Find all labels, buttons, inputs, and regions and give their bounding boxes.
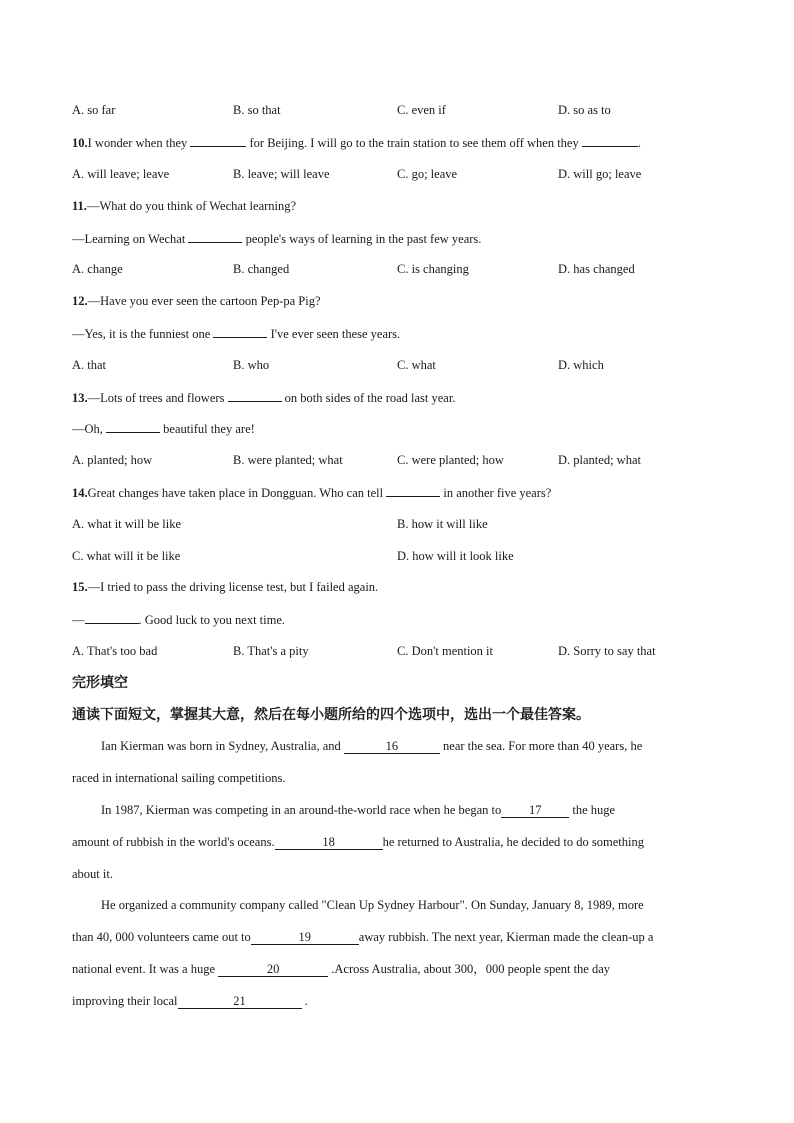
cloze-blank-17: 17 — [501, 803, 569, 818]
q9-option-d: D. so as to — [558, 103, 611, 117]
q12-option-c: C. what — [397, 358, 436, 372]
q10-number: 10. — [72, 136, 88, 150]
q14-option-c: C. what will it be like — [72, 549, 181, 563]
q13-number: 13. — [72, 391, 88, 405]
passage-line-5 — [72, 866, 113, 882]
passage-line-3 — [101, 802, 615, 818]
passage-text: He organized a community company called "Clean Up Sydney Harbour". On Sunday, January 8, 1989, more — [101, 898, 644, 912]
q13-option-d: D. planted; what — [558, 453, 641, 467]
q12-option-a: A. that — [72, 358, 107, 372]
q12-stem — [72, 293, 321, 309]
q13-reply — [72, 420, 255, 437]
q10-text-a: I wonder when they — [87, 136, 188, 150]
cloze-blank-19: 19 — [251, 930, 359, 945]
passage-text: away rubbish. The next year, Kierman made the clean-up a — [358, 930, 654, 944]
q12-reply-b: I've ever seen these years. — [270, 327, 401, 341]
passage-text: the huge — [572, 803, 616, 817]
q14-text-b: in another five years? — [443, 486, 552, 500]
q15-stem — [72, 579, 378, 595]
q14-stem — [72, 484, 551, 501]
q14-option-b: B. how it will like — [397, 517, 488, 531]
q14-text-a: Great changes have taken place in Dongguan. Who can tell — [87, 486, 384, 500]
passage-line-2 — [72, 770, 285, 786]
q15-option-b: B. That's a pity — [233, 644, 309, 658]
cloze-blank-21: 21 — [178, 994, 302, 1009]
q13-blank-2 — [106, 420, 160, 433]
q12-reply-a: —Yes, it is the funniest one — [72, 327, 211, 341]
passage-text: improving their local — [72, 994, 178, 1008]
q10-stem — [72, 134, 641, 151]
q10-option-d: D. will go; leave — [558, 167, 642, 181]
q15-reply-b: . Good luck to you next time. — [138, 613, 286, 627]
passage-text: raced in international sailing competitions. — [72, 771, 286, 785]
passage-line-9 — [72, 993, 308, 1009]
q12-blank — [213, 325, 267, 338]
passage-text: .Across Australia, about 300，000 people spent the day — [331, 962, 611, 976]
passage-line-6 — [101, 897, 644, 913]
q13-option-c: C. were planted; how — [397, 453, 504, 467]
q15-reply-a: — — [72, 613, 85, 627]
q14-number: 14. — [72, 486, 88, 500]
q11-text: —What do you think of Wechat learning? — [86, 199, 297, 213]
passage-text: amount of rubbish in the world's oceans. — [72, 835, 275, 849]
q15-text: —I tried to pass the driving license test, but I failed again. — [87, 580, 379, 594]
q11-stem — [72, 198, 296, 214]
q14-option-a: A. what it will be like — [72, 517, 182, 531]
passage-line-1 — [101, 738, 642, 754]
q11-option-c: C. is changing — [397, 262, 469, 276]
passage-text: near the sea. For more than 40 years, he — [443, 739, 643, 753]
q13-text-a: —Lots of trees and flowers — [87, 391, 225, 405]
passage-line-4 — [72, 834, 644, 850]
q11-reply-a: —Learning on Wechat — [72, 232, 186, 246]
q13-option-a: A. planted; how — [72, 453, 153, 467]
q11-option-b: B. changed — [233, 262, 290, 276]
q12-number: 12. — [72, 294, 88, 308]
q15-blank — [85, 611, 139, 624]
q13-option-b: B. were planted; what — [233, 453, 343, 467]
q12-option-b: B. who — [233, 358, 270, 372]
q11-number: 11. — [72, 199, 87, 213]
q12-option-d: D. which — [558, 358, 604, 372]
section-instruction: 通读下面短文，掌握其大意，然后在每小题所给的四个选项中，选出一个最佳答案。 — [72, 707, 590, 723]
passage-text: about it. — [72, 867, 113, 881]
q15-reply — [72, 611, 285, 628]
q10-text-c: . — [637, 136, 641, 150]
q11-option-a: A. change — [72, 262, 123, 276]
q10-blank-1 — [190, 134, 246, 147]
q10-blank-2 — [582, 134, 638, 147]
q9-option-a: A. so far — [72, 103, 116, 117]
q10-option-b: B. leave; will leave — [233, 167, 330, 181]
q11-option-d: D. has changed — [558, 262, 635, 276]
q13-blank-1 — [228, 389, 282, 402]
q12-text: —Have you ever seen the cartoon Pep-pa Pig? — [87, 294, 321, 308]
q13-reply-b: beautiful they are! — [163, 422, 255, 436]
q13-stem — [72, 389, 455, 406]
q11-reply-b: people's ways of learning in the past few years. — [245, 232, 482, 246]
q14-blank — [386, 484, 440, 497]
q12-reply — [72, 325, 400, 342]
passage-text: . — [304, 994, 308, 1008]
q11-blank — [188, 230, 242, 243]
q15-option-a: A. That's too bad — [72, 644, 158, 658]
passage-text: he returned to Australia, he decided to do something — [382, 835, 644, 849]
passage-line-7 — [72, 929, 653, 945]
passage-text: Ian Kierman was born in Sydney, Australia, and — [101, 739, 341, 753]
q10-option-c: C. go; leave — [397, 167, 458, 181]
q13-text-b: on both sides of the road last year. — [284, 391, 456, 405]
passage-text: than 40, 000 volunteers came out to — [72, 930, 251, 944]
q10-option-a: A. will leave; leave — [72, 167, 170, 181]
q10-text-b: for Beijing. I will go to the train station to see them off when they — [249, 136, 579, 150]
q11-reply — [72, 230, 481, 247]
cloze-blank-18: 18 — [275, 835, 383, 850]
q15-number: 15. — [72, 580, 88, 594]
q14-option-d: D. how will it look like — [397, 549, 514, 563]
q15-option-c: C. Don't mention it — [397, 644, 494, 658]
cloze-blank-20: 20 — [218, 962, 328, 977]
passage-text: In 1987, Kierman was competing in an around-the-world race when he began to — [101, 803, 502, 817]
q9-option-b: B. so that — [233, 103, 281, 117]
q13-reply-a: —Oh, — [72, 422, 103, 436]
q9-option-c: C. even if — [397, 103, 446, 117]
section-title: 完形填空 — [72, 675, 128, 691]
q15-option-d: D. Sorry to say that — [558, 644, 656, 658]
passage-line-8 — [72, 961, 610, 977]
cloze-blank-16: 16 — [344, 739, 440, 754]
passage-text: national event. It was a huge — [72, 962, 216, 976]
